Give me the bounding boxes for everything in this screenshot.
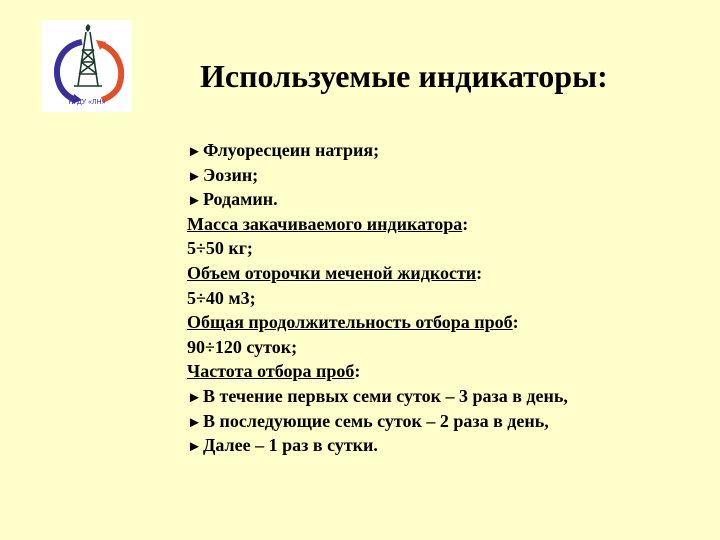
- line-text: :: [476, 262, 483, 283]
- line-text: В течение первых семи суток – 3 раза в день,: [203, 385, 568, 406]
- page-title: Используемые индикаторы:: [200, 58, 608, 94]
- line-text: Флуоресцеин натрия;: [203, 140, 380, 160]
- content-list: [187, 138, 568, 458]
- bullet-icon: ►: [187, 144, 202, 160]
- content-line: [187, 286, 568, 311]
- content-line: [187, 409, 568, 434]
- content-line: [187, 212, 568, 237]
- content-line: [187, 187, 568, 212]
- line-text: 5÷40 м3;: [187, 287, 256, 308]
- bullet-icon: ►: [187, 439, 202, 456]
- section-heading: Масса закачиваемого индикатора: [187, 213, 463, 234]
- bullet-icon: ►: [187, 389, 202, 406]
- content-line: [187, 335, 568, 360]
- content-line: [187, 236, 568, 261]
- line-text: :: [512, 312, 519, 333]
- content-line: [187, 359, 568, 384]
- oil-derrick-logo-icon: [42, 20, 132, 112]
- line-text: Далее – 1 раз в сутки.: [203, 435, 378, 456]
- content-line: [187, 163, 568, 188]
- bullet-icon: ►: [187, 193, 202, 210]
- line-text: Эозин;: [203, 164, 259, 185]
- content-line: [187, 384, 568, 409]
- company-logo: [42, 20, 132, 112]
- bullet-icon: ►: [187, 414, 202, 431]
- line-text: В последующие семь суток – 2 раза в день,: [203, 410, 549, 431]
- logo-text: НГДУ «ЛН»: [68, 99, 106, 106]
- section-heading: Частота отбора проб: [187, 361, 355, 382]
- line-text: 90÷120 суток;: [187, 336, 298, 357]
- line-text: :: [462, 213, 469, 234]
- line-text: Родамин.: [203, 189, 278, 210]
- bullet-icon: ►: [187, 168, 202, 185]
- content-line: [187, 138, 568, 163]
- content-line: [187, 310, 568, 335]
- line-text: :: [354, 361, 361, 382]
- line-text: 5÷50 кг;: [187, 238, 253, 259]
- section-heading: Объем оторочки меченой жидкости: [187, 262, 477, 283]
- content-line: [187, 261, 568, 286]
- section-heading: Общая продолжительность отбора проб: [187, 312, 513, 333]
- content-line: [187, 433, 568, 458]
